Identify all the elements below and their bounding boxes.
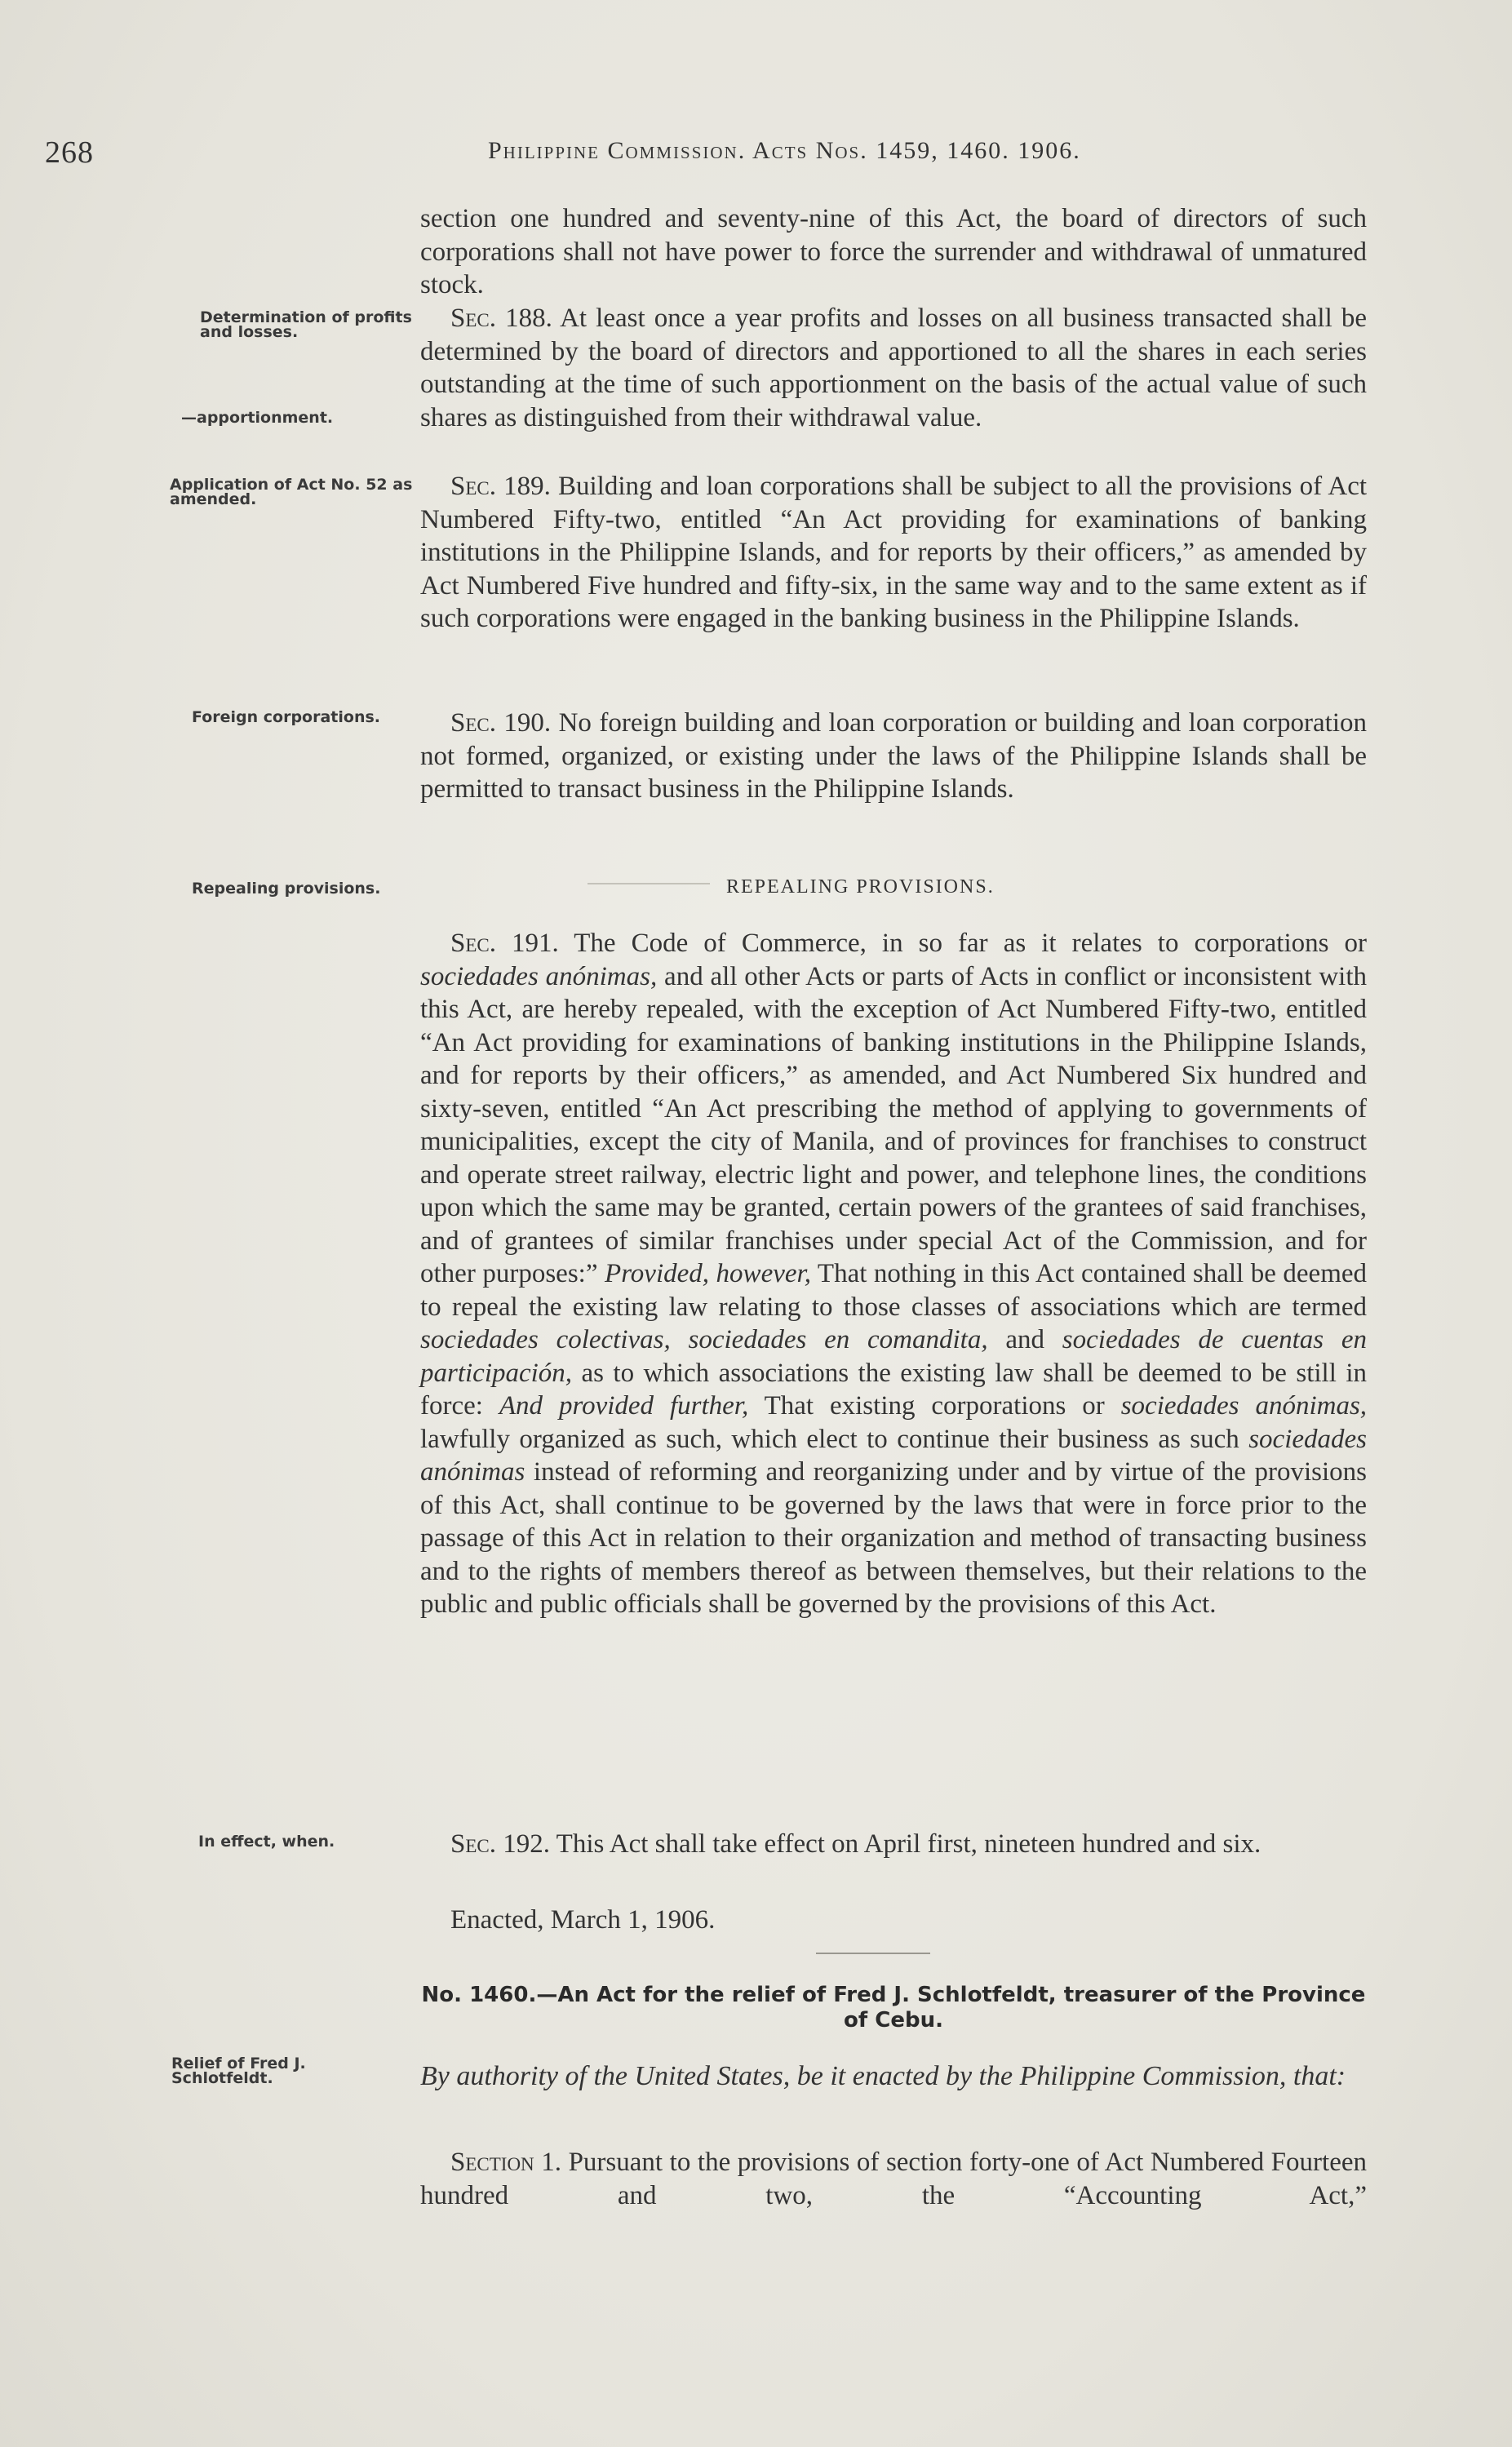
section-191-text-d: and	[1005, 1325, 1045, 1354]
section-1-label: Section 1.	[450, 2148, 561, 2177]
act-title: No. 1460.—An Act for the relief of Fred J. Schlotfeldt, treasurer of the Province of Cebu.	[421, 1983, 1366, 2033]
section-190-label: Sec. 190.	[450, 708, 552, 738]
section-190-text: No foreign building and loan corporation or building and loan corporation not formed, organized, or existing under the laws of the Philippine Islands shall be permitted to transact business in the Philippine Islands.	[420, 708, 1368, 804]
section-192	[420, 1828, 1367, 1861]
section-190	[420, 707, 1367, 806]
section-191-italic-7: sociedades anónimas	[420, 1424, 1367, 1487]
section-191-italic-2: Provided, however,	[605, 1259, 811, 1288]
section-188-text: At least once a year profits and losses on all business transacted shall be determined by the board of directors and apportioned to all the shares in each series outstanding at the time of such apportionment on the basis of the actual value of such shares as distinguished from their withdrawal value.	[420, 304, 1367, 432]
section-191-text-e: as to which associations the existing law shall be deemed to be still in force:	[420, 1358, 1367, 1421]
section-191-italic-3: sociedades colectivas, sociedades en comandita,	[420, 1325, 988, 1354]
section-189-label: Sec. 189.	[450, 472, 551, 501]
enacted-date: Enacted, March 1, 1906.	[450, 1905, 716, 1935]
section-188-label: Sec. 188.	[450, 304, 552, 333]
section-191-text-f: That existing corporations or	[764, 1391, 1105, 1421]
section-191-italic-4: sociedades de cuentas en participación,	[420, 1325, 1368, 1388]
margin-note-relief: Relief of Fred J. Schlotfeldt.	[171, 2055, 306, 2087]
margin-note-apportionment: —apportionment.	[181, 409, 334, 427]
section-191-italic-1: sociedades anónimas,	[420, 961, 658, 991]
section-191-italic-6: sociedades anónimas,	[1120, 1391, 1368, 1421]
section-189	[420, 470, 1367, 636]
section-1	[420, 2146, 1367, 2212]
separator-rule	[816, 1953, 930, 1954]
section-189-text: Building and loan corporations shall be subject to all the provisions of Act Numbered Fifty-two, entitled “An Act providing for examinations of banking institutions in the Philippine Islands, and for reports by their officers,” as amended by Act Numbered Five hundred and fifty-six, in the same way and to the same extent as if such corporations were engaged in the banking business in the Philippine Islands.	[420, 472, 1368, 633]
section-192-label: Sec. 192.	[450, 1829, 550, 1859]
section-192-text: This Act shall take effect on April first, nineteen hundred and six.	[556, 1829, 1261, 1859]
section-191	[420, 927, 1367, 1621]
paragraph-continuation: section one hundred and seventy-nine of this Act, the board of directors of such corporations shall not have power to force the surrender and withdrawal of unmatured stock.	[420, 204, 1367, 299]
heading-rule	[588, 883, 710, 884]
running-head: Philippine Commission. Acts Nos. 1459, 1460. 1906.	[488, 137, 1081, 164]
section-191-text-a: The Code of Commerce, in so far as it relates to corporations or	[574, 929, 1367, 958]
section-188	[420, 302, 1367, 434]
section-191-text-c: That nothing in this Act contained shall be deemed to repeal the existing law relating to those classes of associations which are termed	[420, 1259, 1368, 1322]
enacting-clause: By authority of the United States, be it enacted by the Philippine Commission, that:	[420, 2061, 1346, 2091]
margin-note-repealing: Repealing provisions.	[192, 880, 381, 898]
section-1-text: Pursuant to the provisions of section forty-one of Act Numbered Fourteen hundred and two, the “Accounting Act,”	[420, 2148, 1367, 2210]
section-191-italic-5: And provided further,	[499, 1391, 749, 1421]
section-191-label: Sec. 191.	[450, 929, 559, 958]
margin-note-determination: Determination of profits and losses.	[200, 308, 412, 341]
heading-repealing-provisions: REPEALING PROVISIONS.	[726, 876, 995, 898]
section-191-text-h: instead of reforming and reorganizing under and by virtue of the provisions of this Act, shall continue to be governed by the laws that were in force prior to the passage of this Act in relation to their organization and method of transacting business and to the rights of members thereof as between themselves, but their relations to the public and public officials shall be governed by the provisions of this Act.	[420, 1457, 1368, 1619]
margin-note-application: Application of Act No. 52 as amended.	[170, 476, 413, 508]
page-number: 268	[45, 135, 94, 170]
section-191-text-b: and all other Acts or parts of Acts in conflict or inconsistent with this Act, are hereby repealed, with the exception of Act Numbered Fifty-two, entitled “An Act providing for examinations of banking institutions in the Philippine Islands, and for reports by their officers,” as amended, and Act Numbered Six hundred and sixty-seven, entitled “An Act prescribing the method of applying to governments of municipalities, except the city of Manila, and of provinces for franchises to construct and operate street railway, electric light and power, and telephone lines, the conditions upon which the same may be granted, certain powers of the grantees of said franchises, and of grantees of similar franchises under special Act of the Commission, and for other purposes:”	[420, 961, 1368, 1288]
section-191-text-g: lawfully organized as such, which elect to continue their business as such	[420, 1424, 1239, 1454]
margin-note-foreign: Foreign corporations.	[192, 708, 381, 726]
margin-note-in-effect: In effect, when.	[198, 1833, 335, 1851]
